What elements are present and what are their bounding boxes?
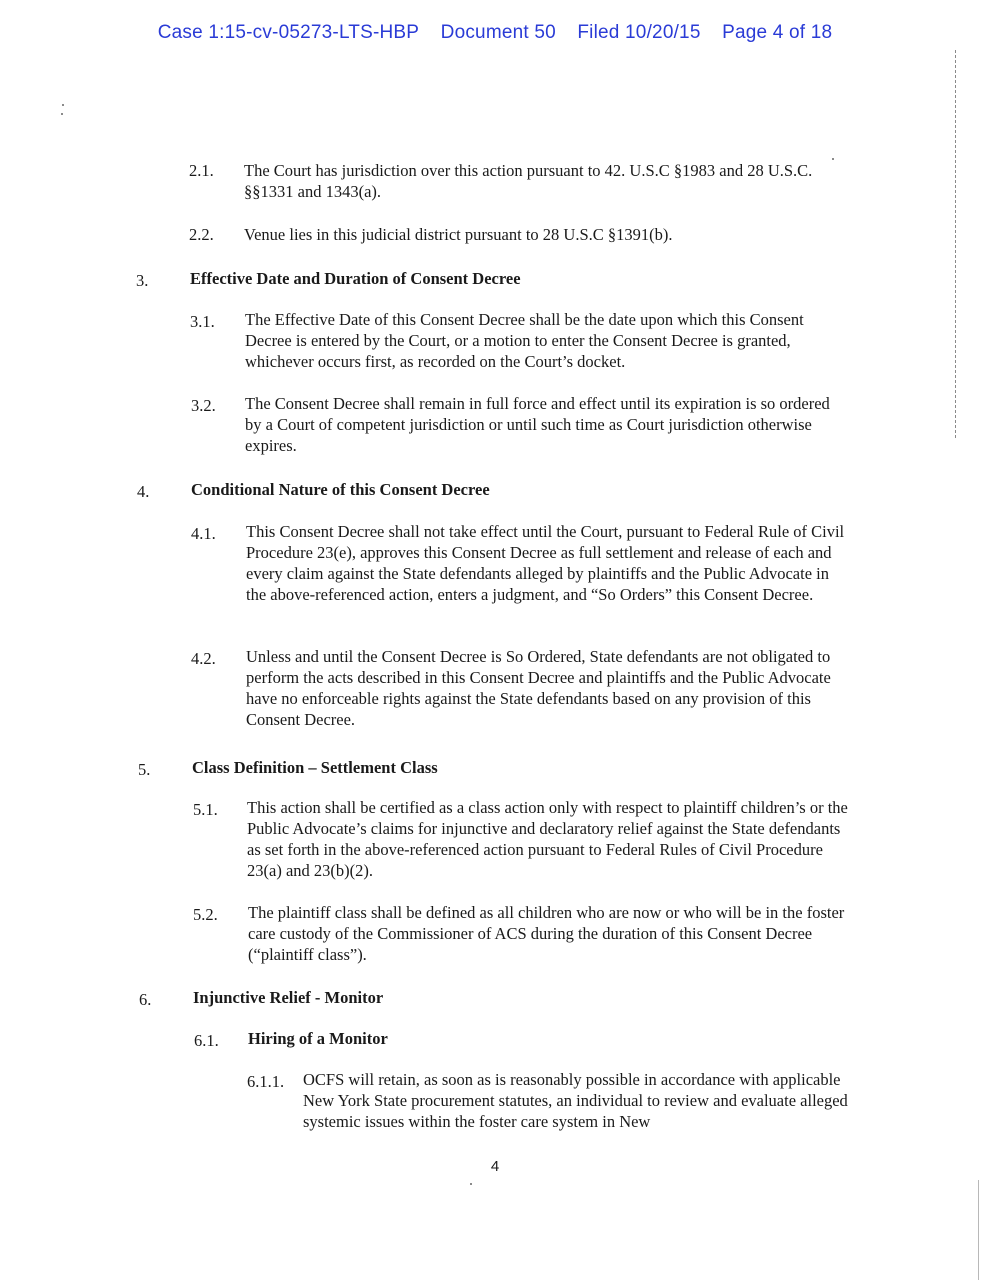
scan-speck: [832, 158, 834, 160]
subsection-heading-6-1: Hiring of a Monitor: [248, 1029, 388, 1048]
item-number: 2.1.: [189, 161, 214, 180]
section-heading-3: Effective Date and Duration of Consent Decree: [190, 269, 521, 288]
paragraph-3-2: The Consent Decree shall remain in full force and effect until its expiration is so ordered by a Court of competent jurisdiction or until such time as Court jurisdiction otherwise expires.: [245, 394, 830, 455]
item-number: 3.1.: [190, 312, 215, 331]
paragraph-2-1: The Court has jurisdiction over this action pursuant to 42. U.S.C §1983 and 28 U.S.C. §§1331 and 1343(a).: [244, 161, 813, 201]
section-heading-5: Class Definition – Settlement Class: [192, 758, 438, 777]
item-number: 2.2.: [189, 225, 214, 244]
document-number: Document 50: [440, 22, 556, 43]
paragraph-4-2: Unless and until the Consent Decree is So Ordered, State defendants are not obligated to perform the acts described in this Consent Decree and plaintiffs and the Public Advocate have no enforceable rights against the State defendants based on any provision of this Consent Decree.: [246, 647, 831, 729]
item-number: 5.2.: [193, 905, 218, 924]
paragraph-6-1-1: OCFS will retain, as soon as is reasonably possible in accordance with applicable New York State procurement statutes, an individual to review and evaluate alleged systemic issues within the foster care system in New: [303, 1070, 848, 1131]
paragraph-4-1: This Consent Decree shall not take effect until the Court, pursuant to Federal Rule of Civil Procedure 23(e), approves this Consent Decree as full settlement and release of each and every claim against the State defendants alleged by plaintiffs and the Public Advocate in the above-referenced action, enters a judgment, and “So Orders” this Consent Decree.: [246, 522, 845, 604]
case-header: [0, 22, 990, 44]
section-number: 4.: [137, 482, 150, 501]
section-number: 3.: [136, 271, 149, 290]
page-indicator: Page 4 of 18: [722, 22, 833, 43]
scan-speck: [470, 1183, 472, 1185]
scan-speck: [61, 113, 63, 115]
filed-date: Filed 10/20/15: [577, 22, 701, 43]
section-heading-4: Conditional Nature of this Consent Decree: [191, 480, 490, 499]
page-number: 4: [490, 1158, 500, 1175]
scan-speck: [62, 104, 64, 106]
item-number: 6.1.: [194, 1031, 219, 1050]
item-number: 6.1.1.: [247, 1072, 285, 1091]
section-number: 5.: [138, 760, 151, 779]
item-number: 4.1.: [191, 524, 216, 543]
scan-edge-line: [955, 50, 956, 440]
item-number: 4.2.: [191, 649, 216, 668]
section-heading-6: Injunctive Relief - Monitor: [193, 988, 384, 1007]
paragraph-5-2: The plaintiff class shall be defined as all children who are now or who will be in the foster care custody of the Commissioner of ACS during the duration of this Consent Decree (“plaintiff class”).: [248, 903, 845, 964]
item-number: 5.1.: [193, 800, 218, 819]
item-number: 3.2.: [191, 396, 216, 415]
case-number: Case 1:15-cv-05273-LTS-HBP: [157, 22, 420, 43]
paragraph-3-1: The Effective Date of this Consent Decree shall be the date upon which this Consent Decree is entered by the Court, or a motion to enter the Consent Decree is granted, whichever occurs first, as recorded on the Court’s docket.: [245, 310, 804, 371]
paragraph-5-1: This action shall be certified as a class action only with respect to plaintiff children’s or the Public Advocate’s claims for injunctive and declaratory relief against the State defendants as set forth in the above-referenced action pursuant to Federal Rules of Civil Procedure 23(a) and 23(b)(2).: [247, 798, 848, 880]
section-number: 6.: [139, 990, 152, 1009]
scan-edge-line-bottom: [978, 1180, 979, 1280]
paragraph-2-2: Venue lies in this judicial district pursuant to 28 U.S.C §1391(b).: [244, 225, 673, 244]
